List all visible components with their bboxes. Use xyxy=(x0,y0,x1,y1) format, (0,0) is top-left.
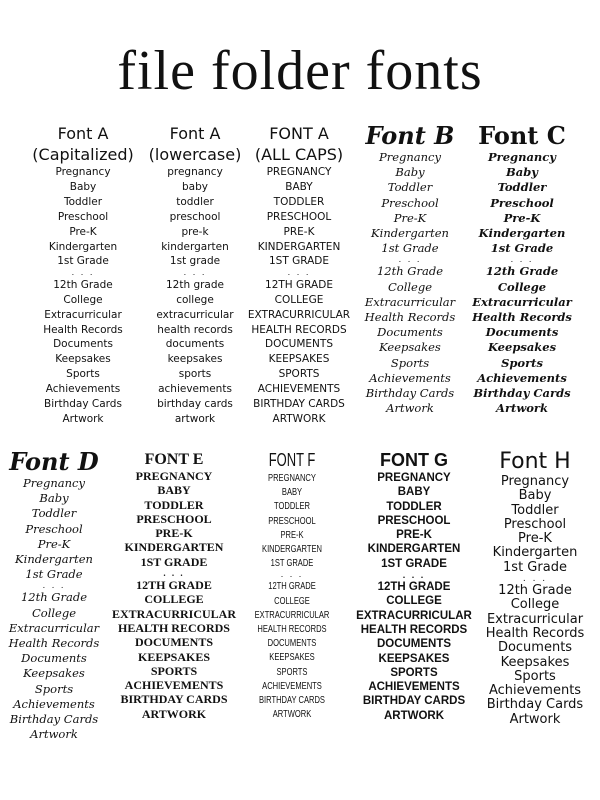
list-item: Keepsakes xyxy=(23,666,85,681)
list-item: COLLEGE xyxy=(386,595,442,608)
list-item: Preschool xyxy=(503,516,567,532)
list-item: baby xyxy=(182,180,208,193)
list-item: SPORTS xyxy=(390,666,438,679)
list-item: Extracurricular xyxy=(472,294,572,309)
list-item: Achievements xyxy=(477,370,567,385)
list-item: Documents xyxy=(377,325,443,340)
list-item: Documents xyxy=(497,640,573,656)
list-item: 12th Grade xyxy=(20,590,88,605)
list-item: KINDERGARTEN xyxy=(124,540,224,555)
list-item: Baby xyxy=(506,165,538,180)
list-item: Toddler xyxy=(63,195,103,208)
list-item: ARTWORK xyxy=(383,709,445,722)
list-item: BABY xyxy=(285,180,313,193)
list-item: TODDLER xyxy=(273,195,325,208)
list-item: Toddler xyxy=(387,180,433,195)
font-d-column xyxy=(0,448,108,742)
list-item: achievements xyxy=(158,383,232,396)
list-item: pre-k xyxy=(181,225,209,238)
list-item: KEEPSAKES xyxy=(378,652,450,665)
list-item: pregnancy xyxy=(167,166,223,178)
list-item: PRESCHOOL xyxy=(266,210,332,223)
list-item: ARTWORK xyxy=(272,413,326,425)
font-heading: FONT A xyxy=(269,124,329,143)
ellipsis: . . . xyxy=(510,255,534,265)
list-item: Sports xyxy=(514,668,556,684)
font-heading: Font C xyxy=(478,121,566,150)
list-item: Pre-K xyxy=(503,210,541,225)
list-item: DOCUMENTS xyxy=(267,637,317,650)
list-item: PREGNANCY xyxy=(377,472,451,484)
list-item: 1st Grade xyxy=(503,559,567,575)
font-heading: Font H xyxy=(499,449,571,474)
font-g-column xyxy=(350,450,478,723)
list-item: Keepsakes xyxy=(500,654,570,670)
list-item: PRE-K xyxy=(283,225,315,238)
ellipsis: . . . xyxy=(402,570,426,581)
list-item: Pre-K xyxy=(393,210,427,225)
list-item: Preschool xyxy=(381,195,439,210)
list-item: Pregnancy xyxy=(488,150,556,164)
list-item: Keepsakes xyxy=(379,340,441,355)
list-item: ACHIEVEMENTS xyxy=(368,681,460,694)
list-item: Achievements xyxy=(13,696,95,711)
list-item: Documents xyxy=(53,338,113,351)
list-item: Artwork xyxy=(30,727,78,742)
list-item: BABY xyxy=(157,483,191,498)
list-item: DOCUMENTS xyxy=(134,635,213,650)
list-item: ARTWORK xyxy=(272,708,312,721)
ellipsis: . . . xyxy=(398,255,422,265)
list-item: KINDERGARTEN xyxy=(367,543,461,556)
list-item: 1st Grade xyxy=(57,255,109,268)
page-title: file folder fonts xyxy=(117,40,483,102)
list-item: health records xyxy=(157,323,233,336)
ellipsis: . . . xyxy=(42,581,66,591)
list-item: sports xyxy=(178,368,212,381)
list-item: Health Records xyxy=(43,323,123,336)
list-item: EXTRACURRICULAR xyxy=(254,608,330,621)
list-item: PREGNANCY xyxy=(268,472,316,484)
list-item: PRESCHOOL xyxy=(377,514,451,527)
list-item: Extracurricular xyxy=(8,620,100,635)
list-item: ACHIEVEMENTS xyxy=(262,679,322,692)
list-item: HEALTH RECORDS xyxy=(257,623,327,636)
list-item: Birthday Cards xyxy=(44,398,122,411)
list-item: 12TH GRADE xyxy=(268,580,316,593)
ellipsis: . . . xyxy=(183,268,207,278)
list-item: KINDERGARTEN xyxy=(262,543,322,556)
list-item: Sports xyxy=(66,368,100,381)
list-item: College xyxy=(510,597,560,613)
list-item: Artwork xyxy=(386,401,434,416)
list-item: BIRTHDAY CARDS xyxy=(362,695,466,708)
list-item: Pregnancy xyxy=(55,166,111,178)
ellipsis: . . . xyxy=(163,568,185,579)
list-item: Birthday Cards xyxy=(365,386,455,401)
list-item: preschool xyxy=(169,210,221,223)
font-heading: Font A xyxy=(169,124,221,143)
font-b-column xyxy=(350,122,470,416)
list-item: Health Records xyxy=(8,636,100,651)
list-item: PREGNANCY xyxy=(135,469,213,483)
list-item: DOCUMENTS xyxy=(265,338,333,351)
list-item: Pregnancy xyxy=(22,476,85,490)
list-item: Achievements xyxy=(45,383,121,396)
list-item: Pre-K xyxy=(69,225,97,238)
ellipsis: . . . xyxy=(287,268,311,278)
list-item: 12TH GRADE xyxy=(377,581,451,594)
list-item: KINDERGARTEN xyxy=(257,240,341,253)
list-item: BIRTHDAY CARDS xyxy=(259,694,325,707)
list-item: EXTRACURRICULAR xyxy=(247,308,351,321)
list-item: Preschool xyxy=(57,210,109,223)
list-item: Baby xyxy=(39,491,69,506)
list-item: 1ST GRADE xyxy=(381,557,447,570)
list-item: Pre-K xyxy=(37,536,71,551)
list-item: Kindergarten xyxy=(492,545,578,561)
list-item: 12th Grade xyxy=(498,583,572,599)
list-item: Achievements xyxy=(488,683,582,699)
list-item: TODDLER xyxy=(386,500,442,513)
font-heading: Font A xyxy=(57,124,109,143)
list-item: Birthday Cards xyxy=(9,712,99,727)
list-item: COLLEGE xyxy=(274,293,324,306)
font-e-column xyxy=(108,450,240,721)
font-f-column xyxy=(236,450,348,721)
list-item: kindergarten xyxy=(161,240,229,253)
list-item: Achievements xyxy=(369,370,451,385)
list-item: Kindergarten xyxy=(371,226,449,241)
list-item: 12th grade xyxy=(165,278,224,291)
font-heading: FONT G xyxy=(380,450,448,470)
ellipsis: . . . xyxy=(522,574,548,585)
list-item: 12th Grade xyxy=(376,264,444,279)
font-c-column xyxy=(462,122,582,416)
list-item: College xyxy=(387,279,433,294)
list-item: PRE-K xyxy=(155,526,193,541)
list-item: EXTRACURRICULAR xyxy=(356,609,472,622)
list-item: KEEPSAKES xyxy=(137,649,211,664)
list-item: Sports xyxy=(34,681,74,696)
list-item: HEALTH RECORDS xyxy=(251,323,347,336)
list-item: Toddler xyxy=(31,506,77,521)
list-item: 1ST GRADE xyxy=(140,554,208,569)
list-item: DOCUMENTS xyxy=(376,638,452,651)
list-item: SPORTS xyxy=(278,368,320,381)
list-item: Health Records xyxy=(485,625,585,641)
list-item: PRE-K xyxy=(396,529,432,542)
list-item: 1ST GRADE xyxy=(270,557,314,570)
list-item: COLLEGE xyxy=(144,592,204,607)
list-item: 1st Grade xyxy=(490,241,554,256)
list-item: Toddler xyxy=(511,502,559,518)
list-item: Baby xyxy=(395,165,425,180)
list-item: EXTRACURRICULAR xyxy=(111,606,236,621)
list-item: BIRTHDAY CARDS xyxy=(253,398,345,411)
list-item: BIRTHDAY CARDS xyxy=(120,692,228,707)
list-item: Artwork xyxy=(509,711,561,727)
list-item: 12th Grade xyxy=(53,278,113,291)
list-item: KEEPSAKES xyxy=(268,353,330,366)
list-item: Artwork xyxy=(496,401,548,416)
list-item: College xyxy=(63,293,103,306)
font-a-capitalized-column xyxy=(18,123,148,427)
list-item: Documents xyxy=(485,325,559,340)
list-item: TODDLER xyxy=(274,500,310,513)
list-item: 1ST GRADE xyxy=(268,255,329,268)
list-item: keepsakes xyxy=(167,353,223,366)
list-item: TODDLER xyxy=(144,497,204,512)
list-item: HEALTH RECORDS xyxy=(360,623,468,636)
list-item: ARTWORK xyxy=(141,706,207,721)
list-item: 1st Grade xyxy=(381,241,439,256)
list-item: Keepsakes xyxy=(487,340,557,355)
list-item: Artwork xyxy=(62,413,104,425)
list-item: 12th Grade xyxy=(485,264,559,279)
list-item: artwork xyxy=(174,413,216,425)
list-item: Extracurricular xyxy=(486,611,584,627)
list-item: Health Records xyxy=(472,310,572,325)
font-heading: FONT E xyxy=(144,451,204,468)
list-item: 12TH GRADE xyxy=(136,578,212,593)
font-heading-subtitle: (ALL CAPS) xyxy=(254,145,344,164)
list-item: Extracurricular xyxy=(364,294,456,309)
list-item: 1st grade xyxy=(169,255,221,268)
list-item: Documents xyxy=(21,651,87,666)
list-item: 1st Grade xyxy=(25,567,83,582)
list-item: Birthday Cards xyxy=(486,697,584,713)
font-heading: Font B xyxy=(365,121,455,150)
font-heading-subtitle: (Capitalized) xyxy=(32,145,134,164)
list-item: SPORTS xyxy=(150,663,198,678)
list-item: Pregnancy xyxy=(378,150,441,164)
list-item: College xyxy=(497,279,547,294)
list-item: Kindergarten xyxy=(478,226,566,241)
list-item: College xyxy=(31,605,77,620)
list-item: Kindergarten xyxy=(15,552,93,567)
list-item: ACHIEVEMENTS xyxy=(257,383,341,396)
font-heading: FONT F xyxy=(268,450,316,470)
list-item: Preschool xyxy=(25,521,83,536)
ellipsis: . . . xyxy=(71,268,95,278)
ellipsis: . . . xyxy=(280,569,304,580)
list-item: Baby xyxy=(69,180,97,193)
font-heading: Font D xyxy=(9,447,99,476)
list-item: 12TH GRADE xyxy=(265,278,333,291)
list-item: documents xyxy=(165,338,225,351)
list-item: ACHIEVEMENTS xyxy=(124,678,224,693)
list-item: extracurricular xyxy=(156,308,234,321)
list-item: Pregnancy xyxy=(500,474,570,489)
list-item: Sports xyxy=(390,355,430,370)
list-item: KEEPSAKES xyxy=(269,651,315,664)
list-item: Extracurricular xyxy=(44,308,122,321)
font-h-column xyxy=(470,449,600,727)
list-item: Birthday Cards xyxy=(473,386,571,401)
font-heading-subtitle: (lowercase) xyxy=(148,145,242,164)
list-item: Baby xyxy=(518,488,552,504)
list-item: toddler xyxy=(176,195,214,208)
list-item: Toddler xyxy=(497,180,547,195)
list-item: COLLEGE xyxy=(274,594,310,607)
list-item: PRESCHOOL xyxy=(268,514,316,527)
list-item: BABY xyxy=(281,486,303,499)
list-item: Sports xyxy=(501,355,543,370)
font-a-all-caps-column xyxy=(234,123,364,427)
list-item: HEALTH RECORDS xyxy=(118,620,230,635)
list-item: Kindergarten xyxy=(48,240,118,253)
list-item: PRE-K xyxy=(280,528,304,541)
list-item: college xyxy=(176,293,214,306)
list-item: Pre-K xyxy=(518,531,552,547)
list-item: BABY xyxy=(397,486,431,499)
list-item: PREGNANCY xyxy=(266,166,332,178)
list-item: SPORTS xyxy=(276,665,308,678)
list-item: PRESCHOOL xyxy=(136,511,212,526)
list-item: Preschool xyxy=(490,195,554,210)
list-item: Health Records xyxy=(364,310,456,325)
list-item: birthday cards xyxy=(157,398,233,411)
list-item: Keepsakes xyxy=(55,353,111,366)
